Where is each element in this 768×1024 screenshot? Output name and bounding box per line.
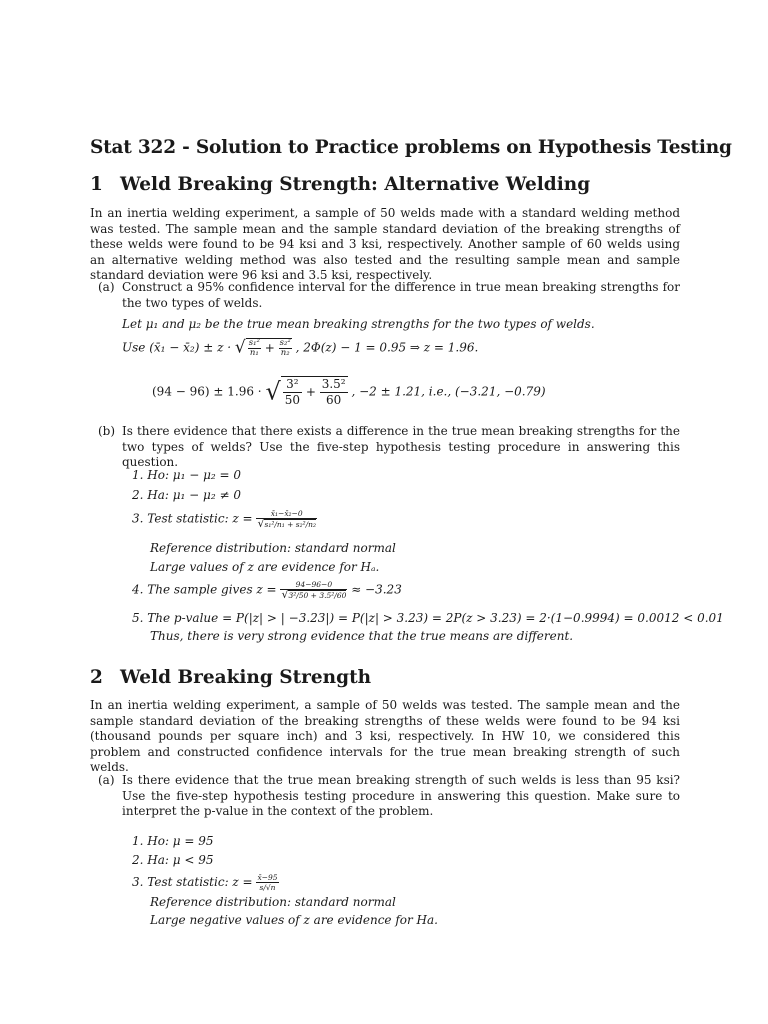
section-2-step-2: 2. Ha: μ < 95 bbox=[132, 853, 214, 867]
part-a-label: (a) bbox=[98, 280, 115, 294]
section-2-heading bbox=[90, 667, 371, 688]
section-2-step-1: 1. Ho: μ = 95 bbox=[132, 834, 214, 848]
part-a-formula bbox=[122, 338, 478, 358]
step-4 bbox=[132, 580, 402, 600]
step-5-conclusion: Thus, there is very strong evidence that the true means are different. bbox=[150, 629, 574, 643]
step-3 bbox=[132, 509, 317, 529]
section-1-heading bbox=[90, 174, 590, 195]
section-2-part-a bbox=[98, 773, 680, 820]
formula-suffix: , 2Φ(z) − 1 = 0.95 ⇒ z = 1.96. bbox=[295, 340, 479, 355]
section-2-part-a-question: Is there evidence that the true mean breaking strength of such welds is less than 95 ksi? Use the five-step hypothesis testing procedure in answering this question. Make sure to interpret the p-value in the context of the problem. bbox=[122, 773, 680, 818]
section-1-part-b bbox=[98, 424, 680, 471]
step-3-label: 3. Test statistic: z = bbox=[132, 511, 253, 526]
section-2-intro: In an inertia welding experiment, a sample of 50 welds was tested. The sample mean and the sample standard deviation of the breaking strengths of these welds were found to be 94 ksi (thousand pounds per square inch) and 3 ksi, respectively. In HW 10, we considered this problem and constructed confidence intervals for the true mean breaking strength of such welds. bbox=[90, 698, 680, 774]
sqrt-symbol: √ bbox=[234, 337, 246, 358]
section-1-intro: In an inertia welding experiment, a sample of 50 welds made with a standard welding method was tested. The sample mean and the sample standard deviation of the breaking strengths of these welds were found to be 94 ksi and 3 ksi, respectively. Another sample of 60 welds using an alternative welding method was also tested and the resulting sample mean and sample standard deviation were 96 ksi and 3.5 ksi, respectively. bbox=[90, 206, 680, 282]
section-1-number: 1 bbox=[90, 174, 103, 195]
step-3-reference: Reference distribution: standard normal bbox=[150, 541, 396, 555]
section-2-step-3-reference: Reference distribution: standard normal bbox=[150, 895, 396, 909]
section-2-step-3 bbox=[132, 873, 279, 892]
section-2-number: 2 bbox=[90, 667, 103, 688]
fraction-s1-n1: $\frac{\text{s₁²}}{\text{n₁}}$ bbox=[248, 338, 260, 358]
fraction-s2-n2: $\frac{\text{s₂²}}{\text{n₂}}$ bbox=[279, 338, 291, 358]
step-4-label: 4. The sample gives z = bbox=[132, 582, 277, 597]
formula-prefix: Use (x̄₁ − x̄₂) ± z · bbox=[122, 340, 232, 355]
fraction-3sq-50: $\frac{\text{3²}}{50}$ bbox=[284, 377, 301, 407]
part-a-let-statement: Let μ₁ and μ₂ be the true mean breaking strengths for the two types of welds. bbox=[122, 317, 595, 331]
part-a-calculation bbox=[152, 376, 546, 408]
step-5: 5. The p-value = P(|z| > | −3.23|) = P(|z| > 3.23) = 2P(z > 3.23) = 2·(1−0.9994) = 0.0012 < 0.01 bbox=[132, 611, 724, 625]
section-2-part-a-label: (a) bbox=[98, 773, 115, 787]
step-4-result: ≈ −3.23 bbox=[351, 582, 402, 597]
part-b-question: Is there evidence that there exists a difference in the true mean breaking strengths for the two types of welds? Use the five-step hypothesis testing procedure in answering this question. bbox=[122, 424, 680, 469]
section-2-title: Weld Breaking Strength bbox=[120, 667, 372, 688]
part-b-label: (b) bbox=[98, 424, 116, 438]
part-a-question: Construct a 95% confidence interval for the difference in true mean breaking strengths for the two types of welds. bbox=[122, 280, 680, 310]
step-2: 2. Ha: μ₁ − μ₂ ≠ 0 bbox=[132, 488, 241, 502]
section-2-step-3-label: 3. Test statistic: z = bbox=[132, 875, 253, 889]
section-2-test-statistic-fraction: $\frac{x̄-95}{s/√n}$ bbox=[257, 873, 278, 892]
page-title: Stat 322 - Solution to Practice problems on Hypothesis Testing bbox=[90, 137, 732, 158]
test-statistic-fraction: $\frac{\text{x̄₁−x̄₂−0}}{\text{√s₁²/n₁ + s₂²/n₂}}$ bbox=[257, 509, 316, 530]
sample-z-fraction: $\frac{94-96-0}{\text{√3²/50 + 3.5²/60}}$ bbox=[281, 580, 347, 601]
step-1: 1. Ho: μ₁ − μ₂ = 0 bbox=[132, 468, 242, 482]
sqrt-symbol: √ bbox=[265, 377, 281, 406]
section-1-title: Weld Breaking Strength: Alternative Welding bbox=[120, 174, 591, 195]
calc-radicand: $\frac{\text{3²}}{50}$ + $\frac{\text{3.5²}}{60}$ bbox=[281, 376, 348, 408]
section-2-step-3-large-values: Large negative values of z are evidence for Ha. bbox=[150, 913, 438, 927]
section-1-part-a bbox=[98, 280, 680, 311]
step-3-large-values: Large values of z are evidence for Hₐ. bbox=[150, 560, 380, 574]
calc-suffix: , −2 ± 1.21, i.e., (−3.21, −0.79) bbox=[351, 384, 546, 399]
calc-prefix: (94 − 96) ± 1.96 · bbox=[152, 384, 262, 399]
fraction-35sq-60: $\frac{\text{3.5²}}{60}$ bbox=[321, 377, 346, 407]
formula-radicand: $\frac{\text{s₁²}}{\text{n₁}}$ + $\frac{\text{s₂²}}{\text{n₂}}$ bbox=[246, 338, 292, 358]
